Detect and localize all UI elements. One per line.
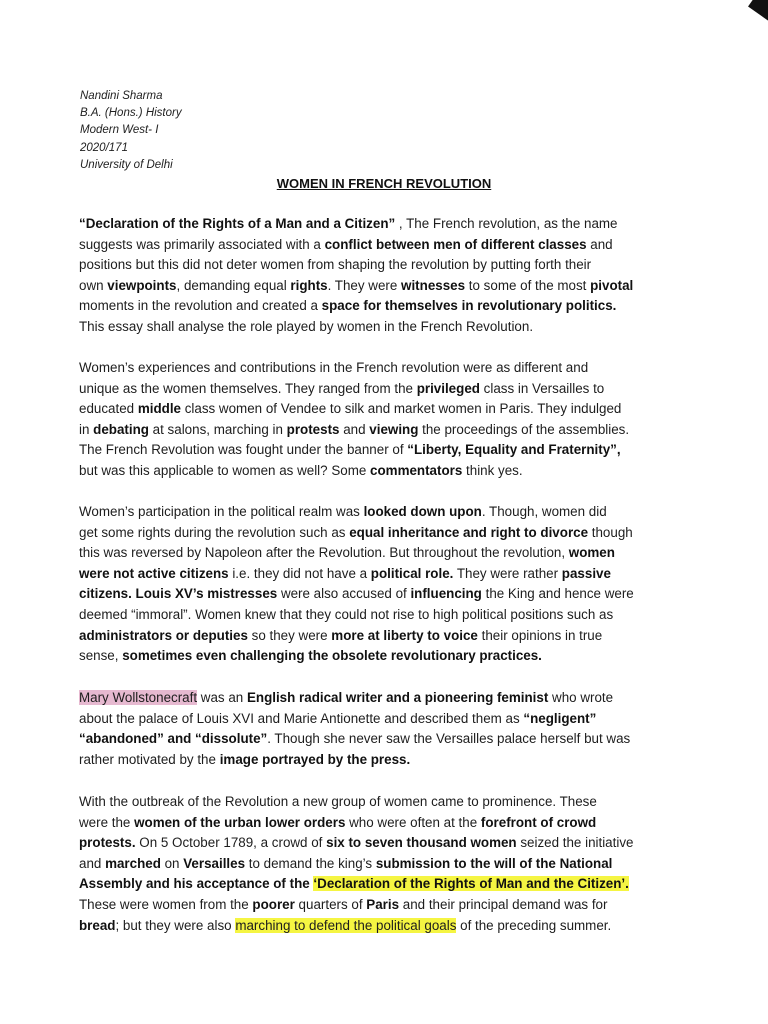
text-line	[79, 461, 664, 482]
text-run: to demand the king’s	[245, 855, 376, 871]
text-line	[79, 502, 664, 523]
author-name: Nandini Sharma	[80, 90, 163, 102]
text-run: get some rights during the revolution such as	[79, 524, 350, 540]
author-header	[80, 88, 182, 174]
text-run: on	[160, 855, 184, 871]
bold-text: pivotal	[590, 277, 634, 293]
text-line	[79, 729, 664, 750]
text-run: The French Revolution was fought under the banner of	[79, 442, 408, 458]
text-run: educated	[79, 401, 138, 417]
bold-text: Assembly and his acceptance of the	[79, 876, 314, 892]
bold-text: influencing	[410, 586, 482, 602]
text-run: class women of Vendee to silk and market women in Paris. They indulged	[180, 401, 622, 417]
text-line	[79, 688, 664, 709]
essay-title: WOMEN IN FRENCH REVOLUTION	[276, 176, 492, 191]
text-line	[79, 523, 664, 544]
text-run: With the outbreak of the Revolution a new group of women came to prominence. These	[79, 794, 597, 809]
text-line	[79, 916, 664, 937]
paragraph-participation	[79, 502, 664, 667]
text-run: this was reversed by Napoleon after the Revolution. But throughout the revolution,	[79, 545, 569, 561]
text-run: ; but they were also	[115, 917, 236, 933]
text-run: , demanding equal	[176, 277, 291, 293]
text-line	[79, 813, 664, 834]
text-line	[79, 399, 664, 420]
bold-text: privileged	[416, 380, 480, 396]
text-line	[79, 833, 664, 854]
text-line	[79, 895, 664, 916]
text-run: in	[79, 421, 94, 437]
bold-text: poorer	[252, 896, 295, 912]
text-run: On 5 October 1789, a crowd of	[135, 835, 327, 851]
bold-text: commentators	[370, 462, 463, 478]
text-run: think yes.	[462, 462, 523, 478]
roll-number: 2020/171	[80, 141, 128, 154]
text-run: Women’s experiences and contributions in the French revolution were as different and	[79, 360, 589, 375]
text-run: who were often at the	[345, 814, 481, 830]
bold-text: women	[568, 545, 615, 561]
text-run: about the palace of Louis XVI and Marie Antionette and described them as	[79, 710, 524, 726]
paragraph-introduction	[79, 214, 664, 338]
bold-text: protests	[286, 421, 340, 437]
bold-text: witnesses	[401, 277, 466, 293]
text-run: class in Versailles to	[479, 380, 605, 396]
text-line	[79, 750, 664, 771]
text-run: . Though, women did	[481, 504, 607, 519]
text-run: was an	[197, 690, 247, 705]
text-line	[79, 792, 664, 813]
text-line	[79, 626, 664, 647]
bold-text: more at liberty to voice	[331, 627, 478, 643]
bold-text: debating	[93, 421, 149, 437]
text-run: and	[586, 236, 613, 252]
text-run: sense,	[79, 648, 123, 664]
text-run: . They were	[327, 277, 402, 293]
text-run: i.e. they did not have a	[228, 565, 371, 581]
text-line	[79, 214, 664, 235]
text-run: positions but this did not deter women from shaping the revolution by putting forth their	[79, 257, 592, 273]
text-run: suggests was primarily associated with a	[79, 236, 325, 252]
bold-text: rights	[290, 277, 328, 293]
bold-text: conflict between men of different classes	[324, 236, 587, 252]
paragraph-october-march	[79, 792, 664, 936]
bold-text: citizens. Louis XV’s mistresses	[79, 586, 278, 602]
text-run: their opinions in true	[477, 627, 603, 643]
paragraph-experiences	[79, 358, 664, 482]
course-name: B.A. (Hons.) History	[80, 107, 182, 120]
text-run: and their principal demand was for	[399, 896, 608, 912]
text-line	[79, 605, 664, 626]
text-run: , The French revolution, as the name	[395, 216, 618, 231]
bold-text: “negligent”	[523, 710, 597, 726]
text-run: Women’s participation in the political realm was	[79, 504, 364, 519]
text-run: though	[588, 524, 633, 540]
text-run: and	[339, 421, 370, 437]
text-run: the King and hence were	[481, 586, 634, 602]
bold-text: English radical writer and a pioneering feminist	[246, 690, 549, 705]
text-run: were the	[79, 814, 135, 830]
bold-text: space for themselves in revolutionary politics.	[321, 298, 617, 314]
bold-text: middle	[137, 401, 181, 417]
text-line	[79, 646, 664, 667]
text-run: and	[79, 855, 106, 871]
text-run: These were women from the	[79, 896, 253, 912]
bold-text: Versailles	[183, 855, 246, 871]
highlighted-text-pink: Mary Wollstonecraft	[79, 690, 198, 705]
text-run: quarters of	[294, 896, 367, 912]
text-run: seized the initiative	[516, 835, 634, 851]
paragraph-wollstonecraft	[79, 688, 664, 770]
text-line	[79, 564, 664, 585]
text-run: who wrote	[548, 690, 614, 705]
text-line	[79, 420, 664, 441]
university-name: University of Delhi	[80, 158, 173, 171]
bold-text: equal inheritance and right to divorce	[349, 524, 589, 540]
text-run: but was this applicable to women as well? Some	[79, 462, 371, 478]
bold-text: protests.	[79, 835, 136, 851]
text-line	[79, 584, 664, 605]
bold-text: passive	[561, 565, 611, 581]
bold-text: political role.	[370, 565, 454, 581]
bold-text: “Liberty, Equality and Fraternity”,	[407, 442, 621, 458]
text-line	[79, 854, 664, 875]
paper-name: Modern West- I	[80, 124, 159, 137]
bold-text: “Declaration of the Rights of a Man and a Citizen”	[79, 216, 396, 231]
text-run: moments in the revolution and created a	[79, 298, 322, 314]
bold-text: “abandoned” and “dissolute”	[79, 731, 268, 747]
text-run: own	[79, 277, 108, 293]
text-line	[79, 379, 664, 400]
text-line	[79, 440, 664, 461]
bold-text: women of the urban lower orders	[134, 814, 346, 830]
bold-text: six to seven thousand women	[326, 835, 517, 851]
text-run: They were rather	[453, 565, 562, 581]
text-run: . Though she never saw the Versailles palace herself but was	[267, 731, 631, 747]
text-line	[79, 543, 664, 564]
bold-text: administrators or deputies	[79, 627, 248, 643]
bold-text: viewing	[369, 421, 419, 437]
bold-text: forefront of crowd	[480, 814, 597, 830]
bold-text: sometimes even challenging the obsolete revolutionary practices.	[122, 648, 542, 664]
highlighted-text-yellow: marching to defend the political goals	[235, 917, 457, 933]
bold-text: marched	[105, 855, 161, 871]
text-run: rather motivated by the	[79, 751, 220, 767]
page-corner-mark	[748, 0, 768, 21]
text-line	[79, 296, 664, 317]
bold-text: submission to the will of the National	[375, 855, 613, 871]
text-line	[79, 874, 664, 895]
text-run: of the preceding summer.	[456, 917, 612, 933]
bold-text: bread	[79, 917, 116, 933]
text-run: the proceedings of the assemblies.	[418, 421, 630, 437]
bold-text: viewpoints	[107, 277, 177, 293]
text-run: unique as the women themselves. They ranged from the	[79, 380, 417, 396]
bold-text: looked down upon	[363, 504, 482, 519]
text-line	[79, 235, 664, 256]
text-run: so they were	[247, 627, 332, 643]
text-run: were also accused of	[277, 586, 411, 602]
text-line	[79, 276, 664, 297]
bold-text: were not active citizens	[79, 565, 229, 581]
highlighted-text-yellow: ‘Declaration of the Rights of Man and the Citizen’.	[313, 876, 629, 892]
text-line	[79, 317, 664, 338]
text-line	[79, 255, 664, 276]
bold-text: image portrayed by the press.	[219, 751, 411, 767]
text-run: at salons, marching in	[148, 421, 287, 437]
text-run: to some of the most	[465, 277, 591, 293]
text-line	[79, 709, 664, 730]
text-run: deemed “immoral”. Women knew that they could not rise to high political positions such as	[79, 606, 614, 622]
bold-text: Paris	[366, 896, 400, 912]
text-line	[79, 358, 664, 379]
text-run: This essay shall analyse the role played by women in the French Revolution.	[79, 318, 534, 334]
